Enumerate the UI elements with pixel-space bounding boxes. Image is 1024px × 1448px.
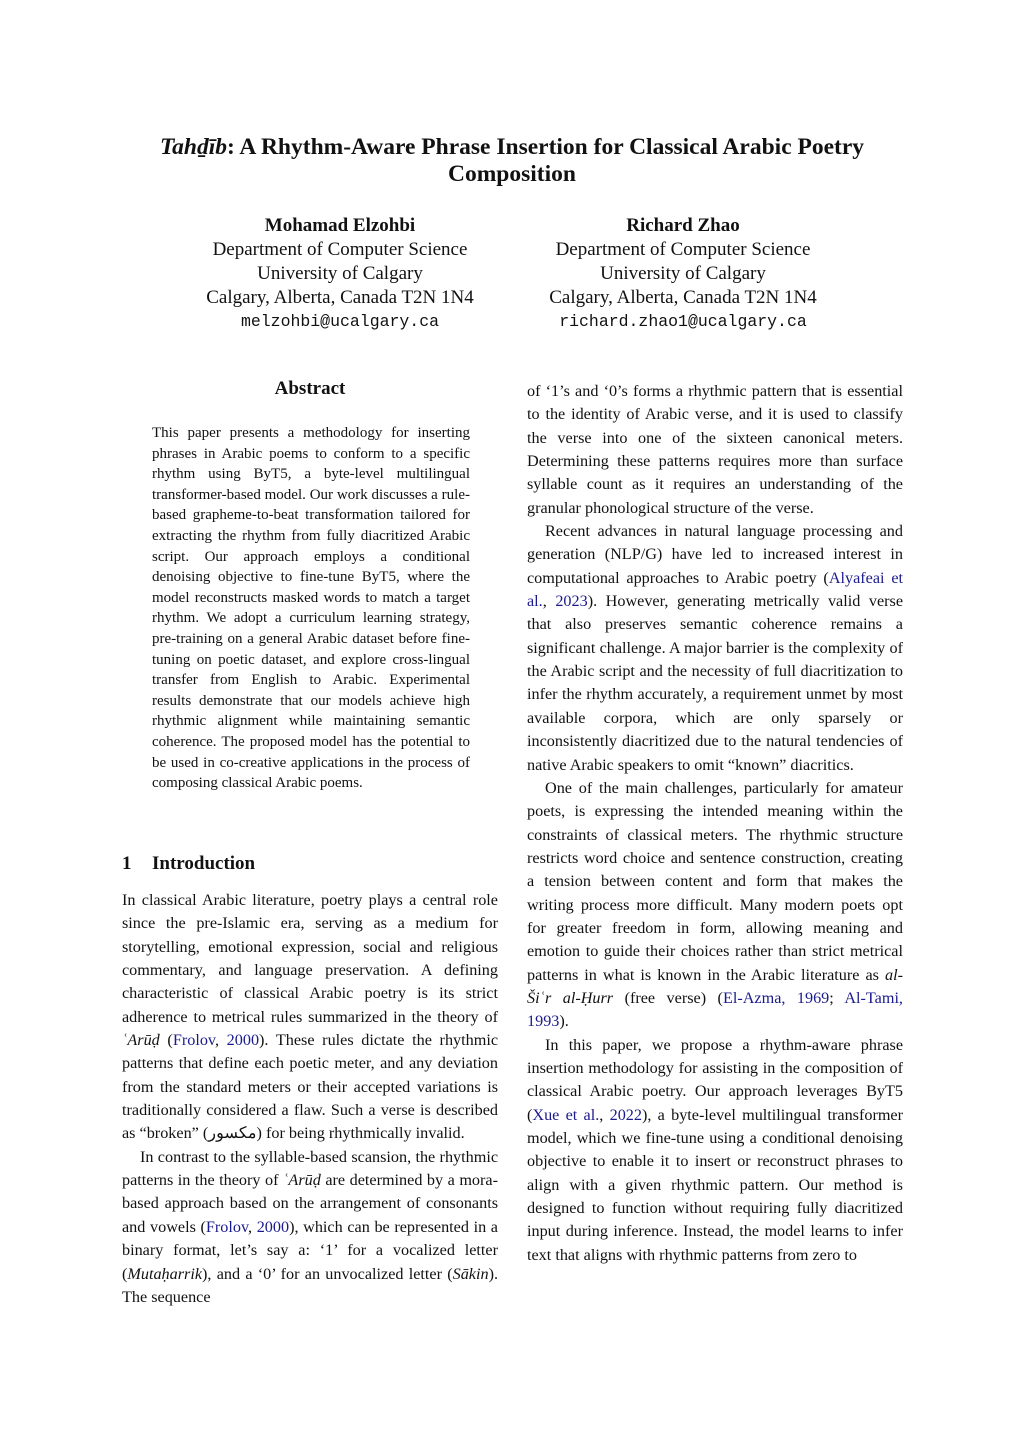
term-free-verse: al-Šiʿr al-Ḥurr [527, 965, 903, 1007]
abstract-text: This paper presents a methodology for inserting phrases in Arabic poems to conform to a specific rhythm using ByT5, a byte-level multilingual transformer-based model. Our work discusses a rule-based grapheme-to-beat transformation tailored for extracting the rhythm from fully diacritized Arabic script. Our approach employs a conditional denoising objective to fine-tune ByT5, where the model reconstructs masked words to match a target rhythm. We adopt a curriculum learning strategy, pre-training on a general Arabic dataset before fine-tuning on poetic dataset, and explore cross-lingual transfer from English to Arabic. Experimental results demonstrate that our models achieve high rhythmic alignment while maintaining semantic coherence. The proposed model has the potential to be used in co-creative applications in the process of composing classical Arabic poems. [152, 425, 470, 792]
section-number: 1 [122, 853, 132, 874]
text-run: In classical Arabic literature, poetry plays a central role since the pre-Islamic era, serving as a medium for storytelling, emotional expression, social and religious commentary, and language preservation. A defining characteristic of classical Arabic poetry is its strict adherence to metrical rules summarized in the theory of [122, 891, 498, 1026]
text-run: ), and a ‘0’ for an unvocalized letter ( [202, 1264, 453, 1283]
abstract-heading: Abstract [274, 378, 346, 399]
arabic-term: مكسور [208, 1124, 257, 1143]
author-email[interactable]: melzohbi@ucalgary.ca [240, 312, 440, 331]
title-italic: Tahḏīb [159, 134, 227, 160]
citation-year-link[interactable]: 2022 [609, 1105, 642, 1124]
text-run: ), a byte-level multilingual transformer model, which we fine-tune using a conditional denoising objective to enable it to insert or reconstruct phrases to align with a given rhythmic pattern. Our method is designed to function without requiring fully diacritized input during inference. Instead, the model learns to infer text that aligns with rhythmic patterns from zero to [527, 1105, 904, 1264]
citation-link[interactable]: Frolov [172, 1031, 215, 1050]
section-heading [122, 853, 255, 875]
term-mutaharrik: Mutaḥarrik [127, 1264, 203, 1283]
intro-paragraph-5 [527, 1034, 903, 1267]
author-name: Richard Zhao [626, 215, 740, 236]
text-run: ( [159, 1031, 173, 1050]
intro-paragraph-continued: of ‘1’s and ‘0’s forms a rhythmic pattern that is essential to the identity of Arabic verse, and it is used to classify the verse into one of the sixteen canonical meters. Determining these patterns requires more than surface syllable count as it requires an understanding of the granular phonological structure of the verse. [527, 382, 903, 517]
text-run: ). These rules dictate the rhythmic patterns that define each poetic meter, and any deviation from the standard meters or their accepted variations is traditionally considered a flaw. Such a verse is described as “broken” ( [122, 1031, 499, 1143]
text-run: (free verse) ( [613, 988, 723, 1007]
text-run: In contrast to the syllable-based scansion, the rhythmic patterns in the theory of [122, 1147, 498, 1190]
text-run: , [599, 1105, 610, 1124]
citation-link[interactable]: Alyafeai et al. [527, 568, 903, 611]
author-department: Department of Computer Science [555, 239, 811, 260]
intro-paragraph-3 [527, 520, 903, 777]
author-name: Mohamad Elzohbi [264, 215, 416, 236]
author-block-2 [513, 214, 853, 334]
text-run: are determined by a mora-based approach based on the arrangement of consonants and vowels ( [122, 1171, 498, 1236]
author-address: Calgary, Alberta, Canada T2N 1N4 [549, 287, 817, 308]
text-run: , [248, 1217, 257, 1236]
text-run: ). The sequence [122, 1264, 498, 1306]
text-run: One of the main challenges, particularly for amateur poets, is expressing the intended meaning within the constraints of classical meters. The rhythmic structure restricts word choice and sentence construction, creating a tension between content and form that makes the writing process more difficult. Many modern poets opt for greater freedom in form, allowing meaning and emotion to guide their choices rather than strict metrical patterns in what is known in the Arabic literature as [527, 778, 903, 984]
text-run: ) for being rhythmically invalid. [256, 1124, 465, 1143]
author-email[interactable]: richard.zhao1@ucalgary.ca [559, 312, 807, 331]
author-department: Department of Computer Science [212, 239, 468, 260]
author-university: University of Calgary [257, 263, 423, 284]
text-run: In this paper, we propose a rhythm-aware phrase insertion methodology for assisting in the composition of classical Arabic poetry. Our approach leverages ByT5 ( [527, 1035, 903, 1124]
text-run: ). [559, 1012, 569, 1031]
citation-link[interactable]: Frolov [205, 1217, 249, 1236]
right-column [527, 380, 903, 1267]
text-run: Recent advances in natural language processing and generation (NLP/G) have led to increased interest in computational approaches to Arabic poetry ( [527, 522, 903, 587]
author-university: University of Calgary [600, 263, 766, 284]
citation-link[interactable]: Xue et al. [532, 1105, 600, 1124]
citation-year-link[interactable]: 2023 [555, 592, 588, 611]
term-arud: ʿArūḍ [122, 1031, 160, 1050]
paper-title [110, 134, 914, 188]
term-arud: ʿArūḍ [283, 1171, 321, 1190]
citation-link[interactable]: El-Azma, 1969 [722, 988, 830, 1007]
author-address: Calgary, Alberta, Canada T2N 1N4 [206, 287, 474, 308]
author-block-1 [170, 214, 510, 334]
citation-link[interactable]: Al-Tami, 1993 [527, 988, 903, 1031]
intro-paragraph-4 [527, 777, 903, 1034]
text-run: , [214, 1031, 227, 1050]
text-run: ). However, generating metrically valid verse that also preserves semantic coherence remains a significant challenge. A major barrier is the complexity of the Arabic script and the necessity of full diacritization to infer the rhythm accurately, a requirement unmet by most available corpora, which are only sparsely or inconsistently diacritized due to the natural tendencies of native Arabic speakers to omit “known” diacritics. [527, 592, 904, 774]
citation-year-link[interactable]: 2000 [226, 1031, 260, 1050]
text-run: ; [829, 988, 845, 1007]
intro-paragraph-1 [122, 889, 498, 1146]
left-column [122, 889, 498, 1309]
intro-paragraph-2 [122, 1146, 498, 1309]
section-title: Introduction [152, 853, 256, 874]
term-sakin: Sākin [452, 1264, 489, 1283]
title-rest: : A Rhythm-Aware Phrase Insertion for Classical Arabic Poetry Composition [227, 134, 865, 187]
text-run: , [542, 592, 556, 611]
citation-year-link[interactable]: 2000 [256, 1217, 290, 1236]
text-run: ), which can be represented in a binary format, let’s say a: ‘1’ for a vocalized letter ( [122, 1217, 498, 1283]
